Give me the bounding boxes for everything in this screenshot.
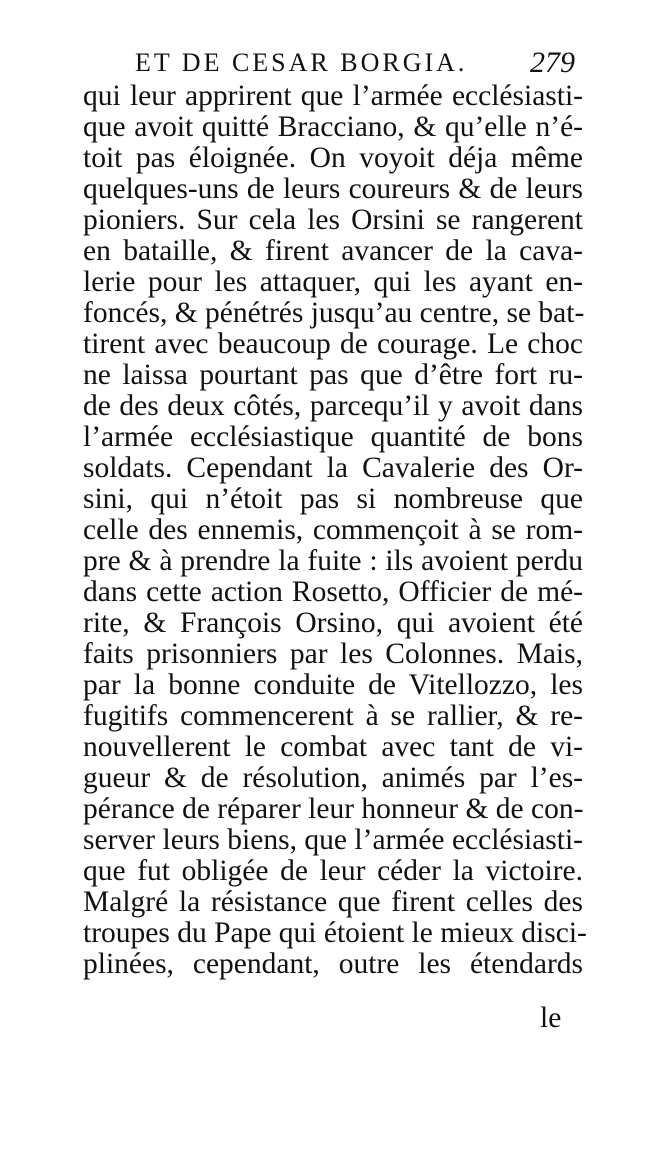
text-line: foncés, & pénétrés jusqu’au centre, se bat- <box>83 297 585 329</box>
text-line: quelques-uns de leurs coureurs & de leurs <box>83 173 583 205</box>
text-line: soldats. Cependant la Cavalerie des Or- <box>83 452 583 484</box>
text-line: fugitifs commencerent à se rallier, & re- <box>83 700 583 732</box>
text-line: que fut obligée de leur céder la victoire. <box>83 855 583 887</box>
text-line: de des deux côtés, parcequ’il y avoit dans <box>83 390 583 422</box>
text-line: qui leur apprirent que l’armée ecclésiasti- <box>83 80 583 112</box>
text-line: en bataille, & firent avancer de la cava- <box>83 235 583 267</box>
text-line: toit pas éloignée. On voyoit déja même <box>83 142 583 174</box>
text-line: server leurs biens, que l’armée ecclésiasti- <box>83 824 583 856</box>
text-line: dans cette action Rosetto, Officier de mé- <box>83 576 583 608</box>
text-line: gueur & de résolution, animés par l’es- <box>83 762 583 794</box>
page-number: 279 <box>530 46 575 79</box>
text-line: troupes du Pape qui étoient le mieux disci- <box>83 917 587 949</box>
text-line: pre & à prendre la fuite : ils avoient perdu <box>83 545 583 577</box>
text-line: l’armée ecclésiastique quantité de bons <box>83 421 583 453</box>
text-line: par la bonne conduite de Vitellozzo, les <box>83 669 583 701</box>
text-line: nouvellerent le combat avec tant de vi- <box>83 731 583 763</box>
text-line: plinées, cependant, outre les étendards <box>83 948 583 980</box>
text-line: Malgré la résistance que firent celles des <box>83 886 583 918</box>
text-line: ne laissa pourtant pas que d’être fort ru- <box>83 359 583 391</box>
running-head-title: ET DE CESAR BORGIA. <box>135 48 468 77</box>
text-line: rite, & François Orsino, qui avoient été <box>83 607 583 639</box>
text-line: pérance de réparer leur honneur & de con- <box>83 793 584 825</box>
text-line: sini, qui n’étoit pas si nombreuse que <box>83 483 583 515</box>
text-line: faits prisonniers par les Colonnes. Mais, <box>83 638 583 670</box>
text-line: que avoit quitté Bracciano, & qu’elle n’é- <box>83 111 583 143</box>
text-line: tirent avec beaucoup de courage. Le choc <box>83 328 583 360</box>
catchword: le <box>540 1002 562 1034</box>
text-line: celle des ennemis, commençoit à se rom- <box>83 514 583 546</box>
text-line: pioniers. Sur cela les Orsini se rangerent <box>83 204 583 236</box>
text-line: lerie pour les attaquer, qui les ayant en- <box>83 266 583 298</box>
